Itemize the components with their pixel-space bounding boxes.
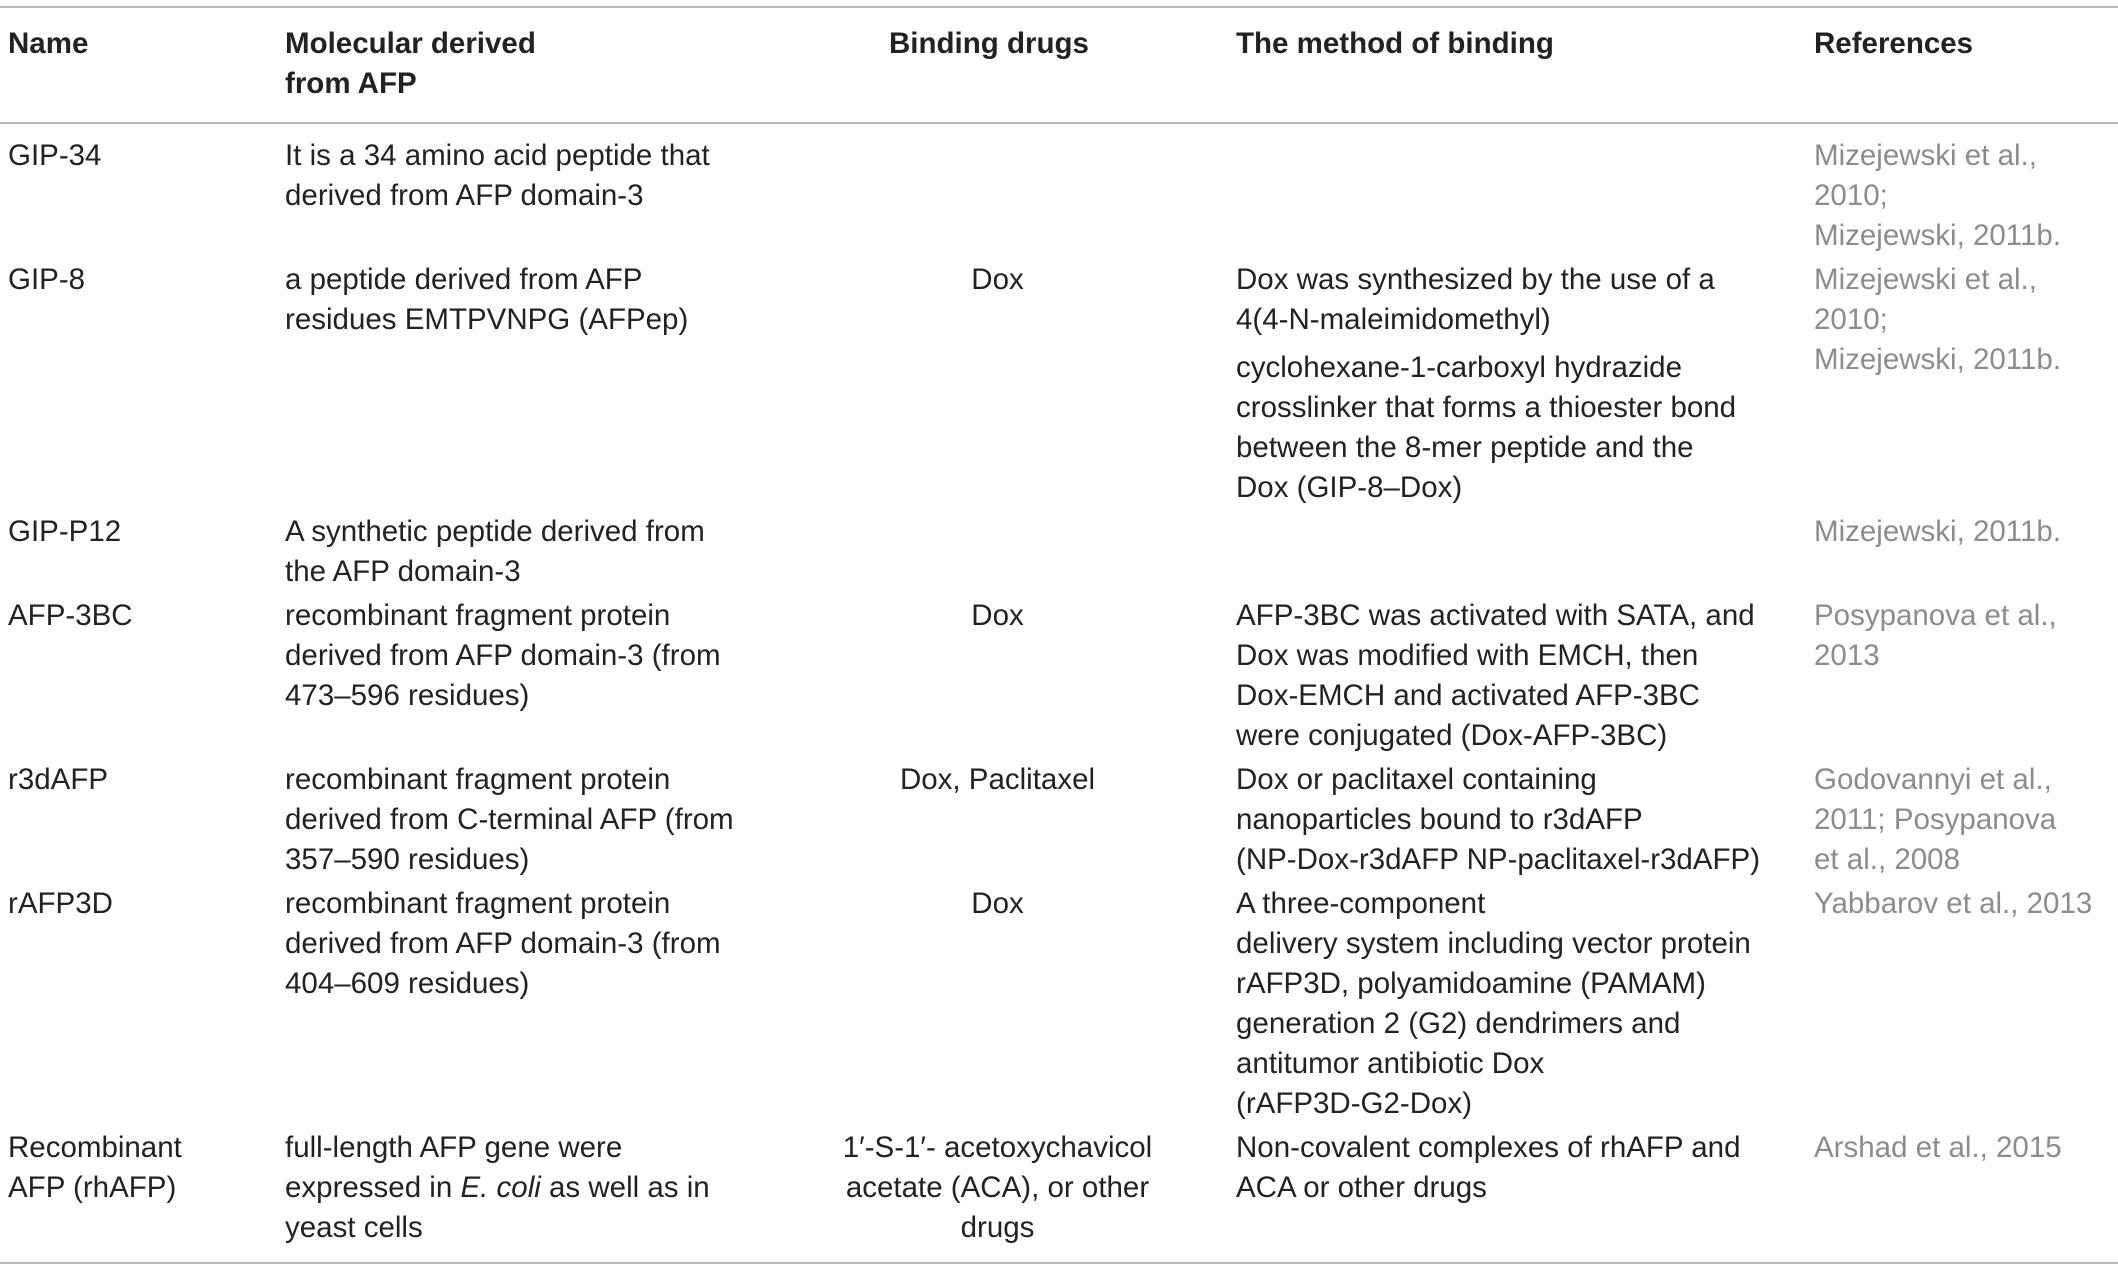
cell-name-line: GIP-P12 — [8, 515, 122, 548]
header-binding-drugs: Binding drugs — [889, 27, 1089, 60]
cell-references-line: Mizejewski, 2011b. — [1814, 343, 2062, 376]
cell-name-line: r3dAFP — [8, 763, 109, 796]
cell-method-line: Dox or paclitaxel containing — [1236, 763, 1597, 796]
cell-name — [0, 123, 279, 258]
cell-name-line: rAFP3D — [8, 887, 113, 920]
cell-molecular-line: residues EMTPVNPG (AFPep) — [285, 303, 689, 336]
header-molecular — [279, 7, 799, 123]
cell-references-line: Yabbarov et al., 2013 — [1814, 887, 2093, 920]
cell-name — [0, 882, 279, 1126]
cell-binding-drugs — [799, 758, 1236, 882]
cell-name — [0, 510, 279, 594]
cell-molecular — [279, 510, 799, 594]
cell-molecular-line: the AFP domain-3 — [285, 555, 521, 588]
cell-method-line: A three-component — [1236, 887, 1486, 920]
cell-method — [1236, 882, 1814, 1126]
cell-method-line: nanoparticles bound to r3dAFP — [1236, 803, 1643, 836]
cell-name-line: AFP-3BC — [8, 599, 133, 632]
cell-molecular — [279, 758, 799, 882]
cell-molecular — [279, 594, 799, 758]
cell-references-line: Arshad et al., 2015 — [1814, 1131, 2062, 1164]
cell-method-line: ACA or other drugs — [1236, 1171, 1487, 1204]
cell-molecular-line: 357–590 residues) — [285, 843, 530, 876]
cell-method-line: crosslinker that forms a thioester bond — [1236, 391, 1737, 424]
cell-name-line: Recombinant — [8, 1131, 182, 1164]
cell-method-line: between the 8-mer peptide and the — [1236, 431, 1694, 464]
cell-references-line: 2011; Posypanova — [1814, 803, 2057, 836]
table-body — [0, 123, 2118, 1263]
cell-references-line: et al., 2008 — [1814, 843, 1960, 876]
table-row — [0, 1126, 2118, 1263]
cell-references-line: Posypanova et al., — [1814, 599, 2057, 632]
cell-method-line: AFP-3BC was activated with SATA, and — [1236, 599, 1755, 632]
cell-molecular-line: derived from AFP domain-3 (from — [285, 639, 721, 672]
cell-method-line: rAFP3D, polyamidoamine (PAMAM) — [1236, 967, 1706, 1000]
cell-method-line: were conjugated (Dox-AFP-3BC) — [1236, 719, 1668, 752]
cell-binding-drugs — [799, 594, 1236, 758]
cell-binding-drugs-line: acetate (ACA), or other — [845, 1171, 1150, 1204]
cell-molecular-line: expressed in E. coli as well as in — [285, 1171, 710, 1204]
cell-molecular-line: derived from C-terminal AFP (from — [285, 803, 734, 836]
cell-molecular-line: It is a 34 amino acid peptide that — [285, 139, 710, 172]
cell-method-line: 4(4-N-maleimidomethyl) — [1236, 303, 1551, 336]
cell-molecular-line: recombinant fragment protein — [285, 763, 671, 796]
cell-molecular-line: recombinant fragment protein — [285, 599, 671, 632]
table-row — [0, 510, 2118, 594]
table-header — [0, 7, 2118, 123]
table-row — [0, 758, 2118, 882]
cell-references — [1814, 594, 2118, 758]
cell-molecular-line: full-length AFP gene were — [285, 1131, 623, 1164]
cell-references — [1814, 1126, 2118, 1263]
cell-molecular-line: A synthetic peptide derived from — [285, 515, 705, 548]
cell-molecular-line: yeast cells — [285, 1211, 423, 1244]
cell-method-line: Non-covalent complexes of rhAFP and — [1236, 1131, 1741, 1164]
cell-molecular-line: derived from AFP domain-3 (from — [285, 927, 721, 960]
cell-method-line: Dox was synthesized by the use of a — [1236, 263, 1715, 296]
cell-binding-drugs-line: drugs — [960, 1211, 1035, 1244]
cell-method-line: (rAFP3D-G2-Dox) — [1236, 1087, 1473, 1120]
header-name: Name — [8, 27, 89, 60]
cell-method-line: Dox (GIP-8–Dox) — [1236, 471, 1463, 504]
cell-name — [0, 258, 279, 510]
table-row — [0, 123, 2118, 258]
cell-references-line: 2013 — [1814, 639, 1880, 672]
cell-molecular — [279, 123, 799, 258]
cell-molecular — [279, 1126, 799, 1263]
cell-method-line: cyclohexane-1-carboxyl hydrazide — [1236, 351, 1683, 384]
cell-molecular-line: derived from AFP domain-3 — [285, 179, 644, 212]
cell-method-line: (NP-Dox-r3dAFP NP-paclitaxel-r3dAFP) — [1236, 843, 1761, 876]
cell-method — [1236, 758, 1814, 882]
cell-references — [1814, 882, 2118, 1126]
cell-method — [1236, 510, 1814, 594]
table-row — [0, 882, 2118, 1126]
cell-molecular — [279, 258, 799, 510]
cell-method — [1236, 1126, 1814, 1263]
cell-molecular — [279, 882, 799, 1126]
cell-method-line: Dox-EMCH and activated AFP-3BC — [1236, 679, 1700, 712]
cell-binding-drugs — [799, 510, 1236, 594]
cell-method-line: antitumor antibiotic Dox — [1236, 1047, 1545, 1080]
header-references: References — [1814, 27, 1974, 60]
cell-molecular-line: 404–609 residues) — [285, 967, 530, 1000]
cell-name — [0, 594, 279, 758]
cell-molecular-line: 473–596 residues) — [285, 679, 530, 712]
organism-name: E. coli — [460, 1171, 541, 1204]
table-row — [0, 258, 2118, 510]
cell-binding-drugs-line: Dox, Paclitaxel — [899, 763, 1096, 796]
cell-method — [1236, 594, 1814, 758]
cell-binding-drugs-line: Dox — [971, 263, 1024, 296]
cell-method — [1236, 123, 1814, 258]
cell-name-line: GIP-34 — [8, 139, 102, 172]
header-method: The method of binding — [1236, 27, 1554, 60]
cell-references-line: Mizejewski, 2011b. — [1814, 515, 2062, 548]
cell-binding-drugs — [799, 258, 1236, 510]
cell-name-line: GIP-8 — [8, 263, 86, 296]
cell-references-line: Mizejewski et al., 2010; — [1814, 139, 2037, 212]
cell-references — [1814, 510, 2118, 594]
cell-binding-drugs-line: Dox — [971, 599, 1024, 632]
cell-binding-drugs-line: 1′-S-1′- acetoxychavicol — [842, 1131, 1153, 1164]
afp-binding-table — [0, 6, 2118, 1264]
table-row — [0, 594, 2118, 758]
cell-molecular-line: recombinant fragment protein — [285, 887, 671, 920]
cell-molecular-line: a peptide derived from AFP — [285, 263, 643, 296]
cell-references-line: Mizejewski, 2011b. — [1814, 219, 2062, 252]
cell-method — [1236, 258, 1814, 510]
cell-name — [0, 758, 279, 882]
cell-method-line: Dox was modified with EMCH, then — [1236, 639, 1699, 672]
cell-references — [1814, 123, 2118, 258]
cell-name — [0, 1126, 279, 1263]
header-row — [0, 7, 2118, 123]
cell-binding-drugs-line: Dox — [971, 887, 1024, 920]
cell-method-line: delivery system including vector protein — [1236, 927, 1751, 960]
cell-method-line: generation 2 (G2) dendrimers and — [1236, 1007, 1681, 1040]
cell-binding-drugs — [799, 882, 1236, 1126]
header-molecular-line2: from AFP — [285, 67, 417, 100]
cell-references-line: Godovannyi et al., — [1814, 763, 2052, 796]
cell-binding-drugs — [799, 123, 1236, 258]
cell-references — [1814, 258, 2118, 510]
cell-name-line: AFP (rhAFP) — [8, 1171, 177, 1204]
header-molecular-line1: Molecular derived — [285, 27, 536, 60]
cell-references — [1814, 758, 2118, 882]
cell-binding-drugs — [799, 1126, 1236, 1263]
cell-references-line: Mizejewski et al., 2010; — [1814, 263, 2037, 336]
